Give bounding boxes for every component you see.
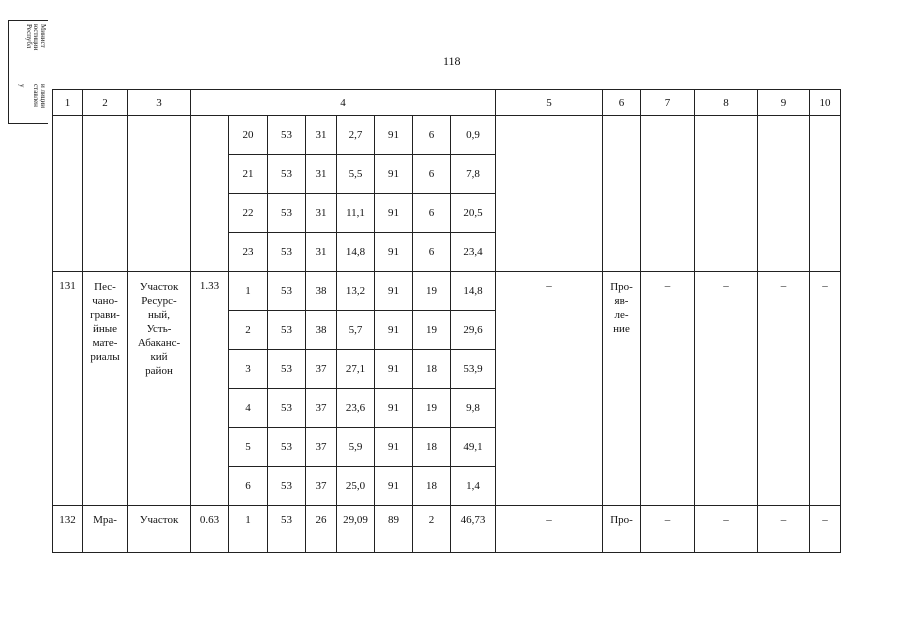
material-line: риалы (90, 351, 120, 363)
site-line: Абаканс- (137, 337, 181, 349)
cell: 2 (413, 506, 451, 553)
cell: 19 (413, 272, 451, 311)
cell: 53 (268, 467, 306, 506)
material-line: Пес- (94, 281, 116, 293)
cell: 7,8 (451, 155, 496, 194)
col6-line: ние (613, 323, 630, 335)
cell: 37 (306, 389, 337, 428)
cell: 19 (413, 311, 451, 350)
col6-value (603, 272, 641, 506)
cell: 53 (268, 389, 306, 428)
area-value: 1.33 (191, 272, 229, 506)
stamp-line: Республ (25, 24, 33, 49)
site-line: Ресурс- (141, 295, 177, 307)
cell: 0,9 (451, 116, 496, 155)
col5-value: – (496, 272, 603, 506)
stamp-line: ставлен (32, 84, 40, 107)
cell: 91 (375, 194, 413, 233)
cell: 1,4 (451, 467, 496, 506)
cell: 53 (268, 155, 306, 194)
cell: 91 (375, 155, 413, 194)
cell: 3 (229, 350, 268, 389)
cell: 1 (229, 506, 268, 553)
table-row (53, 506, 841, 553)
cell: 1 (229, 272, 268, 311)
cell: 20,5 (451, 194, 496, 233)
material-line: мате- (92, 337, 118, 349)
col9-value: – (758, 506, 810, 553)
cell: 23 (229, 233, 268, 272)
cell: 22 (229, 194, 268, 233)
material-line: йные (92, 323, 118, 335)
cell: 38 (306, 311, 337, 350)
header-cell: 8 (695, 90, 758, 116)
site-description: Участок (128, 506, 191, 553)
cell: 29,09 (337, 506, 375, 553)
table-row (53, 272, 841, 311)
header-cell: 7 (641, 90, 695, 116)
header-cell: 2 (83, 90, 128, 116)
cell: 11,1 (337, 194, 375, 233)
col9-value: – (758, 272, 810, 506)
header-cell: 9 (758, 90, 810, 116)
cell: 18 (413, 350, 451, 389)
cell: 38 (306, 272, 337, 311)
cell: 91 (375, 389, 413, 428)
cell: 5,5 (337, 155, 375, 194)
cell: 53 (268, 350, 306, 389)
area-value: 0.63 (191, 506, 229, 553)
cell: 25,0 (337, 467, 375, 506)
cell: 53 (268, 272, 306, 311)
cell: 91 (375, 116, 413, 155)
data-table (52, 89, 841, 553)
cell: 31 (306, 194, 337, 233)
cell: 19 (413, 389, 451, 428)
cell: 26 (306, 506, 337, 553)
col8-value: – (695, 506, 758, 553)
cell: 14,8 (337, 233, 375, 272)
header-cell: 1 (53, 90, 83, 116)
header-cell: 4 (191, 90, 496, 116)
cell: 14,8 (451, 272, 496, 311)
site-line: кий (150, 351, 168, 363)
cell: 53 (268, 116, 306, 155)
cell: 29,6 (451, 311, 496, 350)
cell: 53 (268, 233, 306, 272)
cell: 53,9 (451, 350, 496, 389)
stamp-line: Минист (39, 24, 47, 48)
cell: 6 (413, 155, 451, 194)
cell: 6 (413, 116, 451, 155)
cell: 91 (375, 350, 413, 389)
cell: 6 (413, 233, 451, 272)
cell: 53 (268, 194, 306, 233)
col6-value: Про- (603, 506, 641, 553)
cell: 2,7 (337, 116, 375, 155)
cell: 53 (268, 506, 306, 553)
col5-value: – (496, 506, 603, 553)
cell: 91 (375, 233, 413, 272)
site-line: ный, (148, 309, 170, 321)
cell: 20 (229, 116, 268, 155)
cell: 91 (375, 311, 413, 350)
site-description (128, 272, 191, 506)
cell: 18 (413, 428, 451, 467)
cell: 9,8 (451, 389, 496, 428)
cell: 31 (306, 233, 337, 272)
header-cell: 5 (496, 90, 603, 116)
col10-value: – (810, 506, 841, 553)
cell: 23,4 (451, 233, 496, 272)
cell: 37 (306, 428, 337, 467)
site-line: район (145, 365, 173, 377)
cell: 89 (375, 506, 413, 553)
header-cell: 10 (810, 90, 841, 116)
site-line: Усть- (146, 323, 172, 335)
stamp-line: юстиции (32, 24, 40, 51)
material-name: Мра- (83, 506, 128, 553)
cell: 5,7 (337, 311, 375, 350)
col7-value: – (641, 272, 695, 506)
cell: 91 (375, 272, 413, 311)
cell: 53 (268, 311, 306, 350)
cell: 6 (229, 467, 268, 506)
col6-line: Про- (610, 281, 633, 293)
cell: 91 (375, 428, 413, 467)
cell: 49,1 (451, 428, 496, 467)
cell: 31 (306, 116, 337, 155)
header-row (53, 90, 841, 116)
stamp-line: у (18, 84, 26, 88)
cell: 18 (413, 467, 451, 506)
cell: 27,1 (337, 350, 375, 389)
cell: 46,73 (451, 506, 496, 553)
cell: 2 (229, 311, 268, 350)
material-name (83, 272, 128, 506)
cell: 6 (413, 194, 451, 233)
col6-line: яв- (614, 295, 629, 307)
cell: 53 (268, 428, 306, 467)
cell: 13,2 (337, 272, 375, 311)
col8-value: – (695, 272, 758, 506)
site-line: Участок (139, 281, 179, 293)
material-line: чано- (92, 295, 118, 307)
cell: 37 (306, 350, 337, 389)
header-cell: 3 (128, 90, 191, 116)
table-row (53, 116, 841, 155)
archive-stamp (8, 20, 50, 128)
material-line: грави- (90, 309, 120, 321)
cell: 21 (229, 155, 268, 194)
stamp-line: и лиции (39, 84, 47, 108)
col7-value: – (641, 506, 695, 553)
cell: 5 (229, 428, 268, 467)
record-number: 132 (53, 506, 83, 553)
col10-value: – (810, 272, 841, 506)
page-number: 118 (443, 54, 461, 68)
cell: 4 (229, 389, 268, 428)
cell: 91 (375, 467, 413, 506)
cell: 31 (306, 155, 337, 194)
cell: 5,9 (337, 428, 375, 467)
record-number: 131 (53, 272, 83, 506)
cell: 23,6 (337, 389, 375, 428)
cell: 37 (306, 467, 337, 506)
col6-line: ле- (614, 309, 629, 321)
header-cell: 6 (603, 90, 641, 116)
